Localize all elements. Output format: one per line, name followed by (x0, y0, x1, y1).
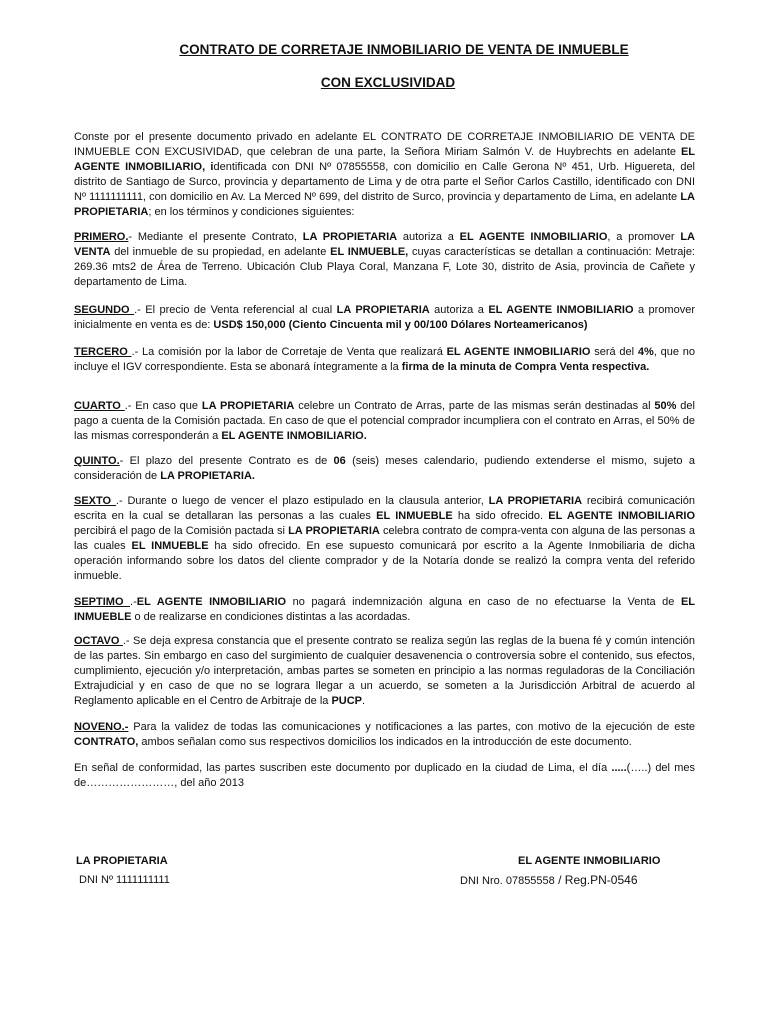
clause-noveno: NOVENO.- Para la validez de todas las comunicaciones y notificaciones a las partes, con motivo de la ejecución de este CONTRATO, ambos señalan como sus respectivos domicilios los indicados en la introducción de este documento. (74, 721, 695, 748)
clause-cuarto: CUARTO .- En caso que LA PROPIETARIA celebre un Contrato de Arras, parte de las mismas serán destinadas al 50% del pago a cuenta de la Comisión pactada. En caso de que el potencial comprador incumpliera con el contrato en Arras, el 50% de las mismas corresponderán a EL AGENTE INMOBILIARIO. (74, 400, 695, 442)
clause-heading: SEPTIMO (74, 596, 131, 608)
clause-heading: SEGUNDO (74, 304, 135, 316)
clause-heading: CUARTO (74, 400, 125, 412)
clause-quinto: QUINTO.- El plazo del presente Contrato es de 06 (seis) meses calendario, pudiendo extenderse el mismo, sujeto a consideración de LA PROPIETARIA. (74, 455, 695, 482)
clause-sexto: SEXTO .- Durante o luego de vencer el plazo estipulado en la clausula anterior, LA PROPIETARIA recibirá comunicación escrita en la cual se detallaran las personas a las cuales EL INMUEBLE ha sido ofrecido. EL AGENTE INMOBILIARIO percibirá el pago de la Comisión pactada si LA PROPIETARIA celebra contrato de compra-venta con alguna de las personas a las cuales EL INMUEBLE ha sido ofrecido. En ese supuesto comunicará por escrito a la Agente Inmobiliaria de dicha operación informando sobre los datos del cliente comprador y de la Notaría donde se realizó la compra venta del referido inmueble. (74, 495, 695, 582)
clause-heading: QUINTO. (74, 455, 120, 467)
clause-primero: PRIMERO.- Mediante el presente Contrato, LA PROPIETARIA autoriza a EL AGENTE INMOBILIARIO, a promover LA VENTA del inmueble de su propiedad, en adelante EL INMUEBLE, cuyas características se detallan a continuación: Metraje: 269.36 mts2 de Área de Terreno. Ubicación Club Playa Coral, Manzana F, Lote 30, distrito de Asia, provincia de Cañete y departamento de Lima. (74, 231, 695, 288)
closing-paragraph: En señal de conformidad, las partes suscriben este documento por duplicado en la ciudad de Lima, el día .....(…..) del mes de……………………, del año 2013 (74, 762, 695, 789)
intro-paragraph: Conste por el presente documento privado en adelante EL CONTRATO DE CORRETAJE INMOBILIARIO DE VENTA DE INMUEBLE CON EXCUSIVIDAD, que celebran de una parte, la Señora Miriam Salmón V. de Huybrechts en adelante EL AGENTE INMOBILIARIO, identificada con DNI Nº 07855558, con domicilio en Calle Gerona Nº 451, Urb. Higuereta, del distrito de Santiago de Surco, provincia y departamento de Lima y de otra parte el Señor Carlos Castillo, identificado con DNI Nº 1111111111, con domicilio en Av. La Merced Nº 699, del distrito de Surco, provincia y departamento de Lima, en adelante LA PROPIETARIA; en los términos y condiciones siguientes: (74, 131, 696, 218)
clause-heading: PRIMERO. (74, 231, 129, 243)
clause-heading: TERCERO (74, 346, 132, 358)
signature-left-id: DNI Nº 1111111111 (79, 874, 170, 886)
document-subtitle: CON EXCLUSIVIDAD (320, 75, 456, 90)
clause-heading: SEXTO (74, 495, 116, 507)
document-title: CONTRATO DE CORRETAJE INMOBILIARIO DE VENTA DE INMUEBLE (179, 42, 629, 57)
clause-segundo: SEGUNDO .- El precio de Venta referencial al cual LA PROPIETARIA autoriza a EL AGENTE INMOBILIARIO a promover inicialmente en venta es de: USD$ 150,000 (Ciento Cincuenta mil y 00/100 Dólares Norteamericanos) (74, 304, 695, 331)
signature-right-name: EL AGENTE INMOBILIARIO (518, 855, 661, 867)
clause-tercero: TERCERO .- La comisión por la labor de Corretaje de Venta que realizará EL AGENTE INMOBILIARIO será del 4%, que no incluye el IGV correspondiente. Esta se abonará íntegramente a la firma de la minuta de Compra Venta respectiva. (74, 346, 695, 373)
clause-septimo: SEPTIMO .-EL AGENTE INMOBILIARIO no pagará indemnización alguna en caso de no efectuarse la Venta de EL INMUEBLE o de realizarse en condiciones distintas a las acordadas. (74, 596, 695, 623)
clause-heading: OCTAVO (74, 635, 123, 647)
signature-left-name: LA PROPIETARIA (76, 855, 168, 867)
clause-heading: NOVENO.- (74, 721, 129, 733)
signature-right-id: DNI Nro. 07855558 / Reg.PN-0546 (460, 873, 638, 887)
clause-octavo: OCTAVO .- Se deja expresa constancia que el presente contrato se realiza según las reglas de la buena fé y común intención de las partes. Sin embargo en caso del surgimiento de cualquier desavenencia o controversia sobre el contenido, sus efectos, cumplimiento, ejecución y/o interpretación, ambas partes se someten en principio a las normas reguladoras de la Conciliación Extrajudicial y en caso de que no se lograra llegar a un acuerdo, se someten a la Jurisdicción Arbitral de acuerdo al Reglamento aplicable en el Centro de Arbitraje de la PUCP. (74, 635, 696, 707)
